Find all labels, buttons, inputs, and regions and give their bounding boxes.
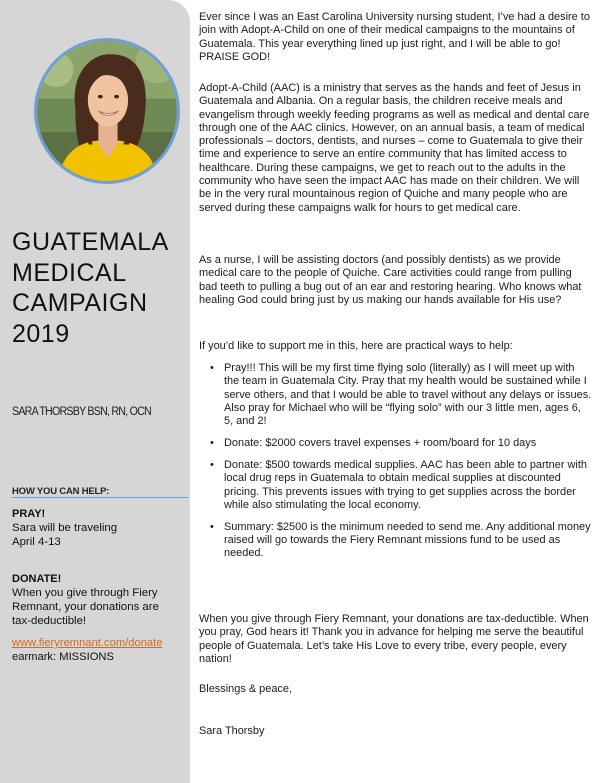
author-credentials: SARA THORSBY BSN, RN, OCN: [12, 404, 151, 418]
campaign-title: [12, 227, 188, 349]
donate-link[interactable]: www.fieryremnant.com/donate: [12, 637, 163, 649]
donate-block: [12, 572, 188, 628]
list-item: • Donate: $2000 covers travel expenses + room/board for 10 days: [199, 437, 592, 450]
letter-paragraph: Ever since I was an East Carolina University nursing student, I’ve had a desire to join with Adopt-A-Child on one of their medical campaigns to the mountains of Guatemala. This year everything lined up just right, and I will be able to go! PRAISE GOD!: [199, 11, 590, 63]
title-line: CAMPAIGN: [12, 289, 148, 317]
letter-paragraph: When you give through Fiery Remnant, your donations are tax-deductible. When you pray, God hears it! Thank you in advance for helping me serve the beautiful people of Guatemala. Let’s take His Love to every tribe, every people, every nation!: [199, 613, 589, 665]
list-item: • Pray!!! This will be my first time flying solo (literally) as I will meet up with the team in Guatemala City. Pray that my health would be sustained while I serve others, and that I would be able to travel without any delays or issues. Also pray for Michael who will be “flying solo” with our 3 little men, ages 6, 5, and 2!: [199, 362, 592, 428]
letter-signature: Sara Thorsby: [199, 725, 265, 737]
donate-line: When you give through Fiery: [12, 587, 158, 599]
letter-paragraph: If you’d like to support me in this, here are practical ways to help:: [199, 340, 513, 352]
letter-paragraph: Adopt-A-Child (AAC) is a ministry that serves as the hands and feet of Jesus in Guatemala and Albania. On a regular basis, the children receive meals and evangelism through weekly feeding programs as well as medical and dental care through one of the AAC clinics. However, on an annual basis, a team of medical professionals – doctors, dentists, and nurses – come to Guatemala to give their time and experience to serve an entire community that has limited access to healthcare. During these campaigns, we get to reach out to the adults in the community who have seen the impact AAC has made on their children. We will be in the very rural mountainous region of Quiche and many people who are served during these campaigns walk for hours to get medical care.: [199, 82, 590, 214]
help-list: [199, 362, 592, 569]
sidebar: [0, 0, 190, 783]
pray-line: Sara will be traveling: [12, 522, 118, 534]
letter-paragraph: As a nurse, I will be assisting doctors (and possibly dentists) as we provide medical care to the people of Quiche. Care activities could range from pulling bad teeth to pulling a bug out of an ear and restoring hearing. Who knows what healing God could bring just by us making our hands available for His use?: [199, 254, 582, 306]
pray-line: April 4-13: [12, 536, 61, 548]
list-item: • Donate: $500 towards medical supplies. AAC has been able to partner with local drug reps in Guatemala to obtain medical supplies at discounted pricing. This prevents issues with trying to get supplies across the border while also stimulating the local economy.: [199, 459, 592, 512]
earmark-note: earmark: MISSIONS: [12, 651, 114, 663]
profile-photo: [34, 38, 180, 184]
pray-block: [12, 507, 188, 549]
donate-line: Remnant, your donations are: [12, 601, 159, 613]
donate-line: tax-deductible!: [12, 615, 87, 627]
donate-heading: DONATE!: [12, 573, 62, 585]
list-item: • Summary: $2500 is the minimum needed to send me. Any additional money raised will go towards the Fiery Remnant missions fund to be used as needed.: [199, 521, 592, 561]
help-divider: [12, 497, 188, 498]
help-heading: HOW YOU CAN HELP:: [12, 486, 110, 497]
title-line: MEDICAL: [12, 258, 127, 287]
title-line: GUATEMALA: [12, 228, 169, 256]
letter-closing: Blessings & peace,: [199, 683, 293, 695]
title-line: 2019: [12, 319, 70, 348]
pray-heading: PRAY!: [12, 508, 46, 520]
